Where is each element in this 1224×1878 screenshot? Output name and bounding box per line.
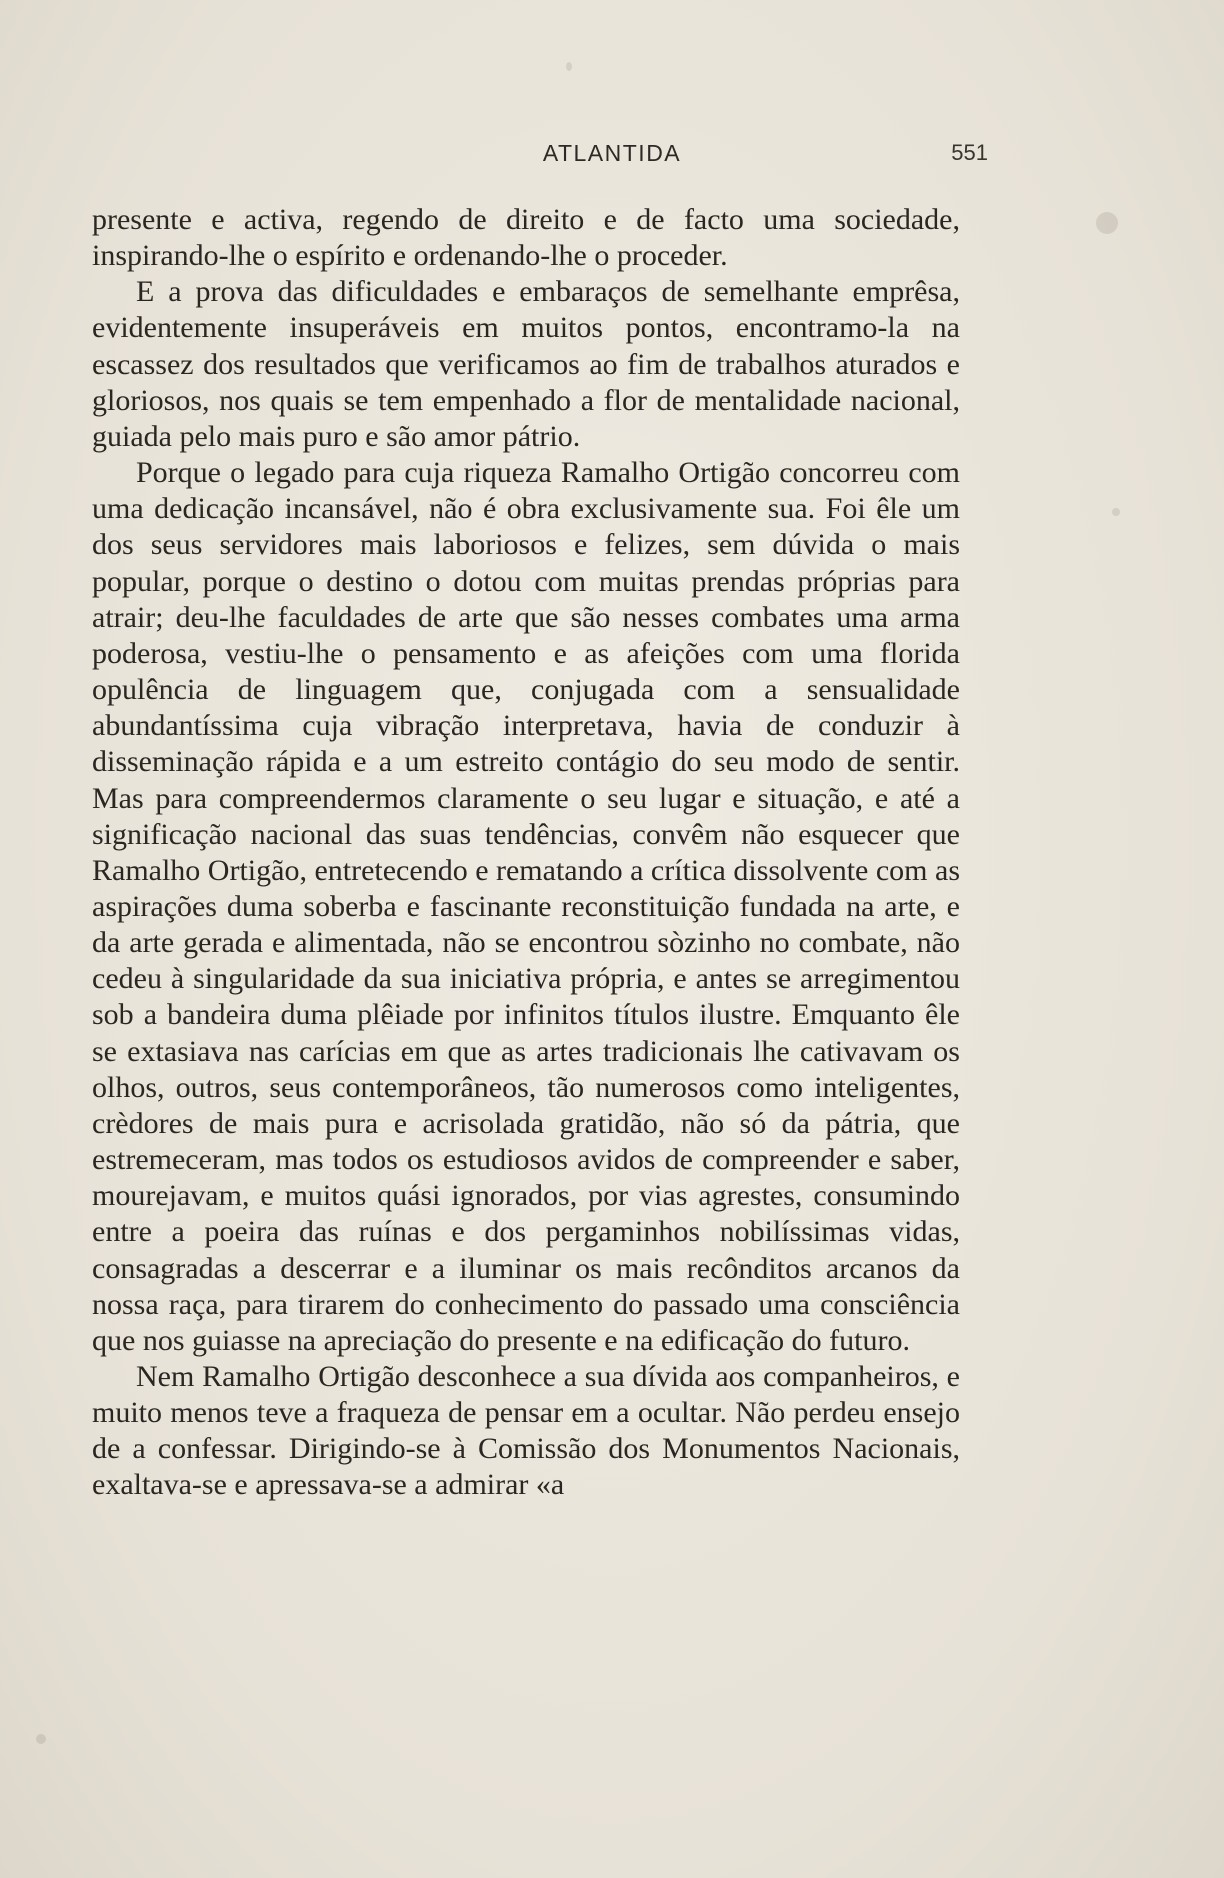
paper-speck xyxy=(1112,508,1120,516)
paper-speck xyxy=(1096,212,1118,234)
running-title: ATLANTIDA xyxy=(542,140,682,166)
body-text xyxy=(92,202,960,1504)
paragraph: Nem Ramalho Ortigão desconhece a sua dívida aos companheiros, e muito menos teve a fraqueza de pensar em a ocultar. Não perdeu ensejo de a confessar. Dirigindo-se à Comissão dos Monumentos Nacionais, exaltava-se e apressava-se a admirar «a xyxy=(92,1360,960,1502)
paper-speck xyxy=(36,1734,46,1744)
paper-speck xyxy=(566,62,572,71)
paragraph: presente e activa, regendo de direito e de facto uma sociedade, inspirando-lhe o espírito e ordenando-lhe o proceder. xyxy=(92,203,960,273)
running-head xyxy=(0,140,1224,174)
paragraph: E a prova das dificuldades e embaraços de semelhante emprêsa, evidentemente insuperáveis em muitos pontos, encontramo-la na escassez dos resultados que verificamos ao fim de trabalhos aturados e gloriosos, nos quais se tem empenhado a flor de mentalidade nacional, guiada pelo mais puro e são amor pátrio. xyxy=(92,275,960,453)
paragraph: Porque o legado para cuja riqueza Ramalho Ortigão concorreu com uma dedicação incansável, não é obra exclusivamente sua. Foi êle um dos seus servidores mais laboriosos e felizes, sem dúvida o mais popular, porque o destino o dotou com muitas prendas próprias para atrair; deu-lhe faculdades de arte que são nesses combates uma arma poderosa, vestiu-lhe o pensamento e as afeições com uma florida opulência de linguagem que, conjugada com a sensualidade abundantíssima cuja vibração interpretava, havia de conduzir à disseminação rápida e a um estreito contágio do seu modo de sentir. Mas para compreendermos claramente o seu lugar e situação, e até a significação nacional das suas tendências, convêm não esquecer que Ramalho Ortigão, entretecendo e rematando a crítica dissolvente com as aspirações duma soberba e fascinante reconstituição fundada na arte, e da arte gerada e alimentada, não se encontrou sòzinho no combate, não cedeu à singularidade da sua iniciativa própria, e antes se arregimentou sob a bandeira duma plêiade por infinitos títulos ilustre. Emquanto êle se extasiava nas carícias em que as artes tradicionais lhe cativavam os olhos, outros, seus contemporâneos, tão numerosos como inteligentes, crèdores de mais pura e acrisolada gratidão, não só da pátria, que estremeceram, mas todos os estudiosos avidos de compreender e saber, mourejavam, e muitos quási ignorados, por vias agrestes, consumindo entre a poeira das ruínas e dos pergaminhos nobilíssimas vidas, consagradas a descerrar e a iluminar os mais recônditos arcanos da nossa raça, para tirarem do conhecimento do passado uma consciência que nos guiasse na apreciação do presente e na edificação do futuro. xyxy=(92,456,960,1357)
page-number: 551 xyxy=(951,140,988,165)
